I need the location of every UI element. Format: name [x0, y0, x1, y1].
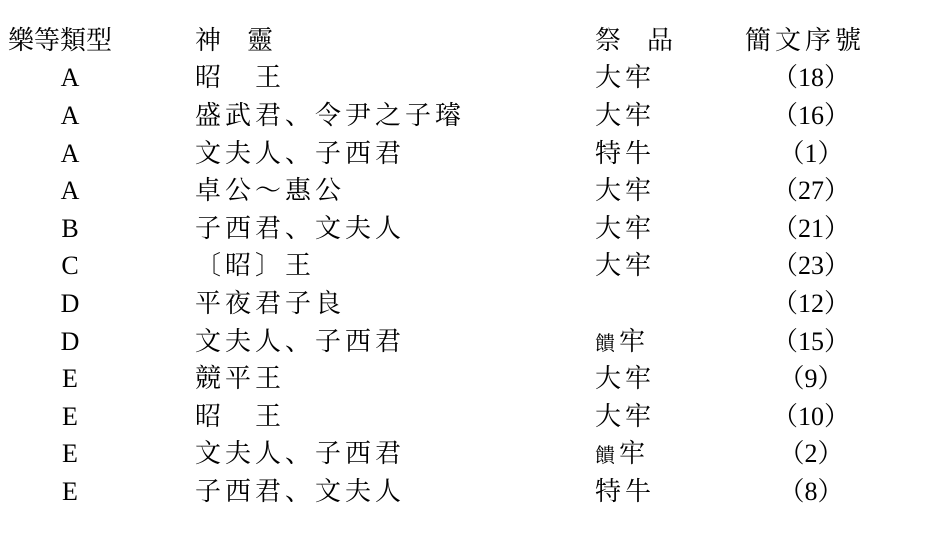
offering-cell: 特牛 — [595, 138, 656, 168]
table-row — [0, 210, 944, 248]
offering-cell: 大牢 — [595, 213, 656, 243]
col-header-deity: 神 靈 — [195, 25, 274, 55]
gaiji-offering-char: 饋 — [595, 445, 619, 468]
offering-cell — [595, 441, 745, 467]
type-cell: C — [61, 251, 79, 281]
ref-cell: （9） — [778, 364, 844, 394]
ref-cell: （2） — [778, 439, 844, 469]
ref-cell: （8） — [778, 476, 844, 506]
table-row — [0, 248, 944, 286]
ref-cell: （12） — [771, 288, 850, 318]
ref-cell: （23） — [771, 251, 850, 281]
type-cell: E — [62, 401, 78, 431]
deity-cell: 〔昭〕王 — [195, 251, 316, 281]
table-row — [0, 60, 944, 98]
offering-cell: 大牢 — [595, 401, 656, 431]
type-cell: A — [60, 63, 80, 93]
offering-cell — [595, 326, 745, 356]
offering-cell: 大牢 — [595, 364, 656, 394]
table-row — [0, 360, 944, 398]
deity-cell: 文夫人、子西君 — [195, 326, 406, 356]
ref-cell: （10） — [771, 401, 850, 431]
type-cell: A — [60, 100, 80, 130]
ref-cell: （16） — [771, 100, 850, 130]
col-header-slip-ref: 簡文序號 — [745, 25, 866, 55]
ref-cell: （1） — [778, 138, 844, 168]
type-cell: A — [60, 138, 80, 168]
deity-cell: 競平王 — [195, 364, 286, 394]
ref-cell: （21） — [771, 213, 850, 243]
col-header-music-type: 樂等類型 — [8, 25, 113, 55]
gaiji-offering-char: 饋 — [595, 332, 619, 355]
deity-cell: 文夫人、子西君 — [195, 138, 406, 168]
offering-text: 牢 — [619, 439, 650, 469]
table-header-row — [0, 22, 944, 60]
ref-cell: （15） — [771, 326, 850, 356]
offering-cell: 特牛 — [595, 476, 656, 506]
type-cell: E — [62, 439, 78, 469]
table-row — [0, 172, 944, 210]
table-row — [0, 285, 944, 323]
offering-cell: 大牢 — [595, 176, 656, 206]
table-row — [0, 323, 944, 361]
deity-cell: 昭 王 — [195, 401, 286, 431]
table-row — [0, 398, 944, 436]
type-cell: E — [62, 476, 78, 506]
deity-cell: 平夜君子良 — [195, 288, 346, 318]
ref-cell: （27） — [771, 176, 850, 206]
col-header-offering: 祭 品 — [595, 25, 674, 55]
sacrifice-music-table — [0, 22, 944, 511]
table-row — [0, 97, 944, 135]
type-cell: D — [60, 326, 80, 356]
offering-cell: 大牢 — [595, 63, 656, 93]
deity-cell: 卓公～惠公 — [195, 176, 346, 206]
offering-cell: 大牢 — [595, 251, 656, 281]
ref-cell: （18） — [771, 63, 850, 93]
offering-cell: 大牢 — [595, 100, 656, 130]
type-cell: E — [62, 364, 78, 394]
deity-cell: 文夫人、子西君 — [195, 439, 406, 469]
offering-text: 牢 — [619, 326, 650, 356]
table-row — [0, 135, 944, 173]
table-row — [0, 473, 944, 511]
deity-cell: 子西君、文夫人 — [195, 213, 406, 243]
table-row — [0, 436, 944, 474]
type-cell: B — [61, 213, 79, 243]
deity-cell: 昭 王 — [195, 63, 286, 93]
deity-cell: 盛武君、令尹之子璿 — [195, 100, 466, 130]
type-cell: D — [60, 288, 80, 318]
type-cell: A — [60, 176, 80, 206]
deity-cell: 子西君、文夫人 — [195, 476, 406, 506]
